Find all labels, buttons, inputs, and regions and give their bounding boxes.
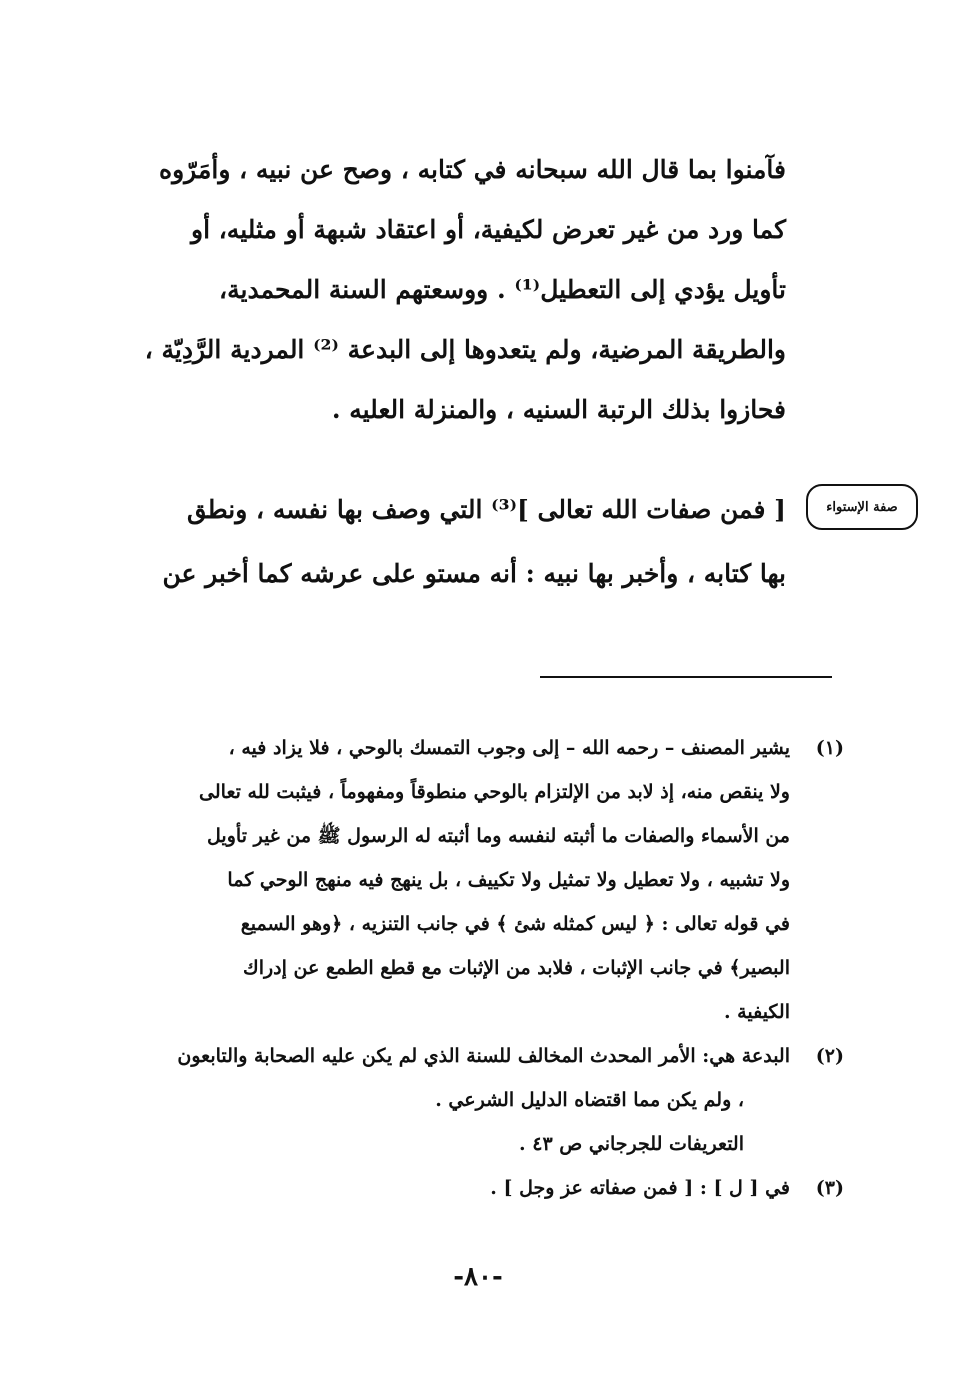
footnote-line: في قوله تعالى : ﴿ ليس كمثله شئ ﴾ في جانب التنزيه ، ﴿وهو السميع (240, 913, 790, 935)
footnote-line: البدعة هي: الأمر المحدث المخالف للسنة الذي لم يكن عليه الصحابة والتابعون (177, 1045, 790, 1067)
page-number: -٨٠- (453, 1262, 503, 1292)
footnote-line: الكيفية . (723, 1001, 790, 1023)
footnote-body (108, 726, 790, 1034)
text-line: [ فمن صفات الله تعالى ]⁽³⁾ التي وصف بها نفسه ، ونطق (186, 495, 786, 524)
footnote-body (108, 1166, 790, 1210)
footnote-line: من الأسماء والصفات ما أثبته لنفسه وما أثبته له الرسول ﷺ من غير تأويل (207, 825, 790, 847)
footnote-line: التعريفات للجرجاني ص ٤٣ . (519, 1133, 744, 1155)
footnote-number: (٣) (815, 1177, 844, 1199)
footnotes (108, 726, 844, 1210)
footnote-2 (108, 1034, 844, 1166)
footnote-number: (٢) (815, 1045, 844, 1067)
footnote-body (108, 1034, 790, 1166)
main-paragraph-2 (108, 478, 786, 606)
text-line: بها كتابه ، وأخبر بها نبيه : أنه مستو على عرشه كما أخبر عن (162, 559, 786, 588)
footnote-number: (١) (815, 737, 844, 759)
margin-note-text: صفة الإستواء (826, 499, 898, 515)
text-line: كما ورد من غير تعرض لكيفية، أو اعتقاد شبهة أو مثليه، أو (191, 215, 786, 244)
footnote-line: ولا تشبيه ، ولا تعطيل ولا تمثيل ولا تكييف ، بل ينهج فيه منهج الوحي كما (227, 869, 790, 891)
footnote-3 (108, 1166, 844, 1210)
text-line: تأويل يؤدي إلى التعطيل⁽¹⁾ . ووسعتهم السنة المحمدية، (219, 275, 786, 304)
footnote-line: ، ولم يكن مما اقتضاه الدليل الشرعي . (435, 1089, 744, 1111)
text-line: والطريقة المرضية، ولم يتعدوها إلى البدعة ⁽²⁾ المردية الرَّدِيّة ، (144, 335, 786, 364)
main-paragraph-1 (108, 140, 786, 440)
footnote-line: البصير﴾ في جانب الإثبات ، فلابد من الإثبات مع قطع الطمع عن إدراك (243, 957, 790, 979)
footnote-separator (540, 676, 832, 678)
margin-note-box (806, 484, 918, 530)
footnote-line: ولا ينقص منه، إذ لابد من الإلتزام بالوحي منطوقاً ومفهوماً ، فيثبت لله تعالى (199, 781, 790, 803)
text-line: فآمنوا بما قال الله سبحانه في كتابه ، وصح عن نبيه ، وأمَرّوه (159, 155, 786, 184)
footnote-line: في [ ل ] : [ فمن صفاته عز وجل ] . (490, 1177, 790, 1199)
text-line: فحازوا بذلك الرتبة السنيه ، والمنزلة العليه . (331, 395, 786, 424)
footnote-1 (108, 726, 844, 1034)
footnote-line: يشير المصنف – رحمه الله – إلى وجوب التمسك بالوحي ، فلا يزاد فيه ، (228, 737, 790, 759)
